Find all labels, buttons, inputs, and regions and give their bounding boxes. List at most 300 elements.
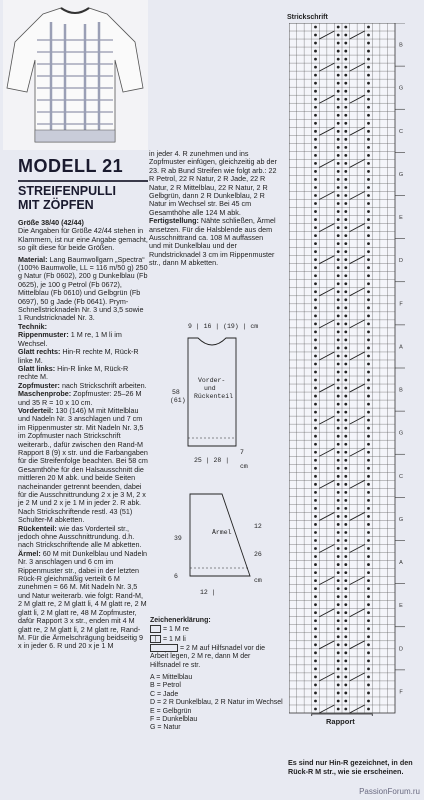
purl-stitch-mark xyxy=(367,507,370,510)
subtitle-line-1: STREIFENPULLI xyxy=(18,184,116,198)
schnitt-a-bottom: 12 | xyxy=(200,589,216,596)
schnitt-bottom: 25 | 28 | xyxy=(194,457,230,464)
purl-stitch-mark xyxy=(337,700,340,703)
model-title: MODELL 21 xyxy=(18,156,124,176)
purl-stitch-mark xyxy=(367,635,370,638)
purl-stitch-mark xyxy=(337,499,340,502)
purl-stitch-mark xyxy=(314,411,317,414)
purl-stitch-mark xyxy=(314,675,317,678)
schnitt-h7: 7 xyxy=(240,449,244,456)
purl-stitch-mark xyxy=(337,50,340,53)
purl-stitch-mark xyxy=(367,547,370,550)
purl-stitch-mark xyxy=(344,66,347,69)
rippen-text: 1 M re, 1 M li im Wechsel. xyxy=(18,330,122,348)
purl-stitch-mark xyxy=(337,306,340,309)
purl-stitch-mark xyxy=(314,515,317,518)
purl-stitch-mark xyxy=(367,90,370,93)
stripe-color-letter: G xyxy=(398,516,404,523)
purl-stitch-mark xyxy=(344,90,347,93)
purl-stitch-mark xyxy=(337,467,340,470)
purl-stitch-mark xyxy=(367,154,370,157)
purl-stitch-mark xyxy=(337,66,340,69)
purl-stitch-mark xyxy=(314,371,317,374)
purl-stitch-mark xyxy=(337,619,340,622)
color-legend-item: B = Petrol xyxy=(150,682,181,690)
purl-stitch-mark xyxy=(314,298,317,301)
purl-stitch-mark xyxy=(367,26,370,29)
purl-stitch-mark xyxy=(344,298,347,301)
stripe-color-letter: E xyxy=(399,603,403,610)
purl-stitch-mark xyxy=(314,395,317,398)
purl-stitch-mark xyxy=(337,675,340,678)
color-legend-item: D = 2 R Dunkelblau, 2 R Natur im Wechsel xyxy=(150,699,283,707)
purl-stitch-mark xyxy=(344,154,347,157)
purl-stitch-mark xyxy=(337,130,340,133)
purl-stitch-mark xyxy=(314,258,317,261)
purl-stitch-mark xyxy=(344,178,347,181)
purl-stitch-mark xyxy=(344,643,347,646)
purl-stitch-mark xyxy=(337,595,340,598)
purl-stitch-mark xyxy=(344,555,347,558)
purl-stitch-mark xyxy=(344,363,347,366)
purl-stitch-mark xyxy=(314,330,317,333)
color-legend-item: F = Dunkelblau xyxy=(150,716,198,723)
purl-stitch-mark xyxy=(337,210,340,213)
purl-stitch-mark xyxy=(337,298,340,301)
purl-stitch-mark xyxy=(337,162,340,165)
purl-stitch-mark xyxy=(337,114,340,117)
purl-stitch-mark xyxy=(337,355,340,358)
purl-stitch-mark xyxy=(367,226,370,229)
purl-stitch-mark xyxy=(314,539,317,542)
purl-stitch-mark xyxy=(367,339,370,342)
purl-stitch-mark xyxy=(344,98,347,101)
purl-stitch-mark xyxy=(344,708,347,711)
rippen-label: Rippenmuster: xyxy=(18,330,69,340)
vorderteil-label: Vorderteil: xyxy=(18,405,54,415)
purl-stitch-mark xyxy=(367,314,370,317)
instructions-column-2 xyxy=(149,150,277,268)
color-legend-item: C = Jade xyxy=(150,690,179,698)
fertig-text: Nähte schließen, Ärmel ansetzen. Für die Halsblende aus dem Ausschnittrand ca. 108 M auffassen und mit Dunkelblau und der Rundstricknadel 3 cm im Rippenmuster str., dann M abketten. xyxy=(149,216,276,268)
purl-stitch-mark xyxy=(337,106,340,109)
purl-stitch-mark xyxy=(337,290,340,293)
purl-stitch-mark xyxy=(344,531,347,534)
purl-stitch-mark xyxy=(367,692,370,695)
purl-stitch-mark xyxy=(337,483,340,486)
purl-stitch-mark xyxy=(314,443,317,446)
purl-stitch-mark xyxy=(314,170,317,173)
zopf-text: nach Strickschrift arbeiten. xyxy=(61,380,147,390)
purl-stitch-mark xyxy=(314,74,317,77)
purl-stitch-mark xyxy=(367,218,370,221)
purl-stitch-mark xyxy=(367,98,370,101)
purl-stitch-mark xyxy=(344,379,347,382)
purl-stitch-mark xyxy=(314,483,317,486)
purl-stitch-mark xyxy=(344,347,347,350)
purl-stitch-mark xyxy=(367,266,370,269)
purl-stitch-mark xyxy=(344,419,347,422)
purl-stitch-mark xyxy=(337,435,340,438)
purl-stitch-mark xyxy=(337,507,340,510)
technik-label: Technik: xyxy=(18,321,48,331)
purl-stitch-mark xyxy=(344,443,347,446)
purl-stitch-mark xyxy=(337,475,340,478)
purl-stitch-mark xyxy=(314,659,317,662)
symbol-legend xyxy=(150,617,283,733)
purl-stitch-mark xyxy=(337,523,340,526)
purl-stitch-mark xyxy=(367,82,370,85)
purl-stitch-mark xyxy=(314,98,317,101)
purl-stitch-mark xyxy=(367,499,370,502)
stripe-color-letter: B xyxy=(399,387,403,394)
purl-stitch-mark xyxy=(367,483,370,486)
purl-stitch-mark xyxy=(314,82,317,85)
legend-knit: = 1 M re xyxy=(163,626,189,634)
stripe-color-letter: F xyxy=(399,689,403,696)
purl-stitch-mark xyxy=(344,258,347,261)
stripe-color-letter: E xyxy=(399,215,403,222)
purl-stitch-mark xyxy=(344,250,347,253)
purl-stitch-mark xyxy=(344,274,347,277)
purl-stitch-mark xyxy=(314,491,317,494)
cable-symbol-icon xyxy=(150,644,178,652)
purl-stitch-mark xyxy=(314,266,317,269)
purl-stitch-mark xyxy=(344,371,347,374)
purl-stitch-mark xyxy=(314,459,317,462)
purl-stitch-mark xyxy=(337,154,340,157)
purl-stitch-mark xyxy=(344,114,347,117)
purl-stitch-mark xyxy=(344,507,347,510)
rueckenteil-label: Rückenteil: xyxy=(18,523,57,533)
purl-stitch-mark xyxy=(344,130,347,133)
purl-stitch-mark xyxy=(367,627,370,630)
vorderteil-text: 130 (146) M mit Mittelblau und Nadeln Nr. 3 anschlagen und 7 cm im Rippenmuster str. Mit Nadeln Nr. 3,5 im Zopfmuster nach Strickschrift weiterarb., dafür zwischen den Rand-M Rapport 8 (9) x str. und die Farbangaben für die Streifenfolge beachten. Bei 58 cm Gesamthöhe für den Halsausschnitt die mittleren 20 M abk. und beide Seiten nacheinander getrennt beenden, dabei für die Ausschnittrundung 2 x je 3 M, 2 x je 2 M und 2 x je 1 M in jeder 2. R abk. Nach Strickschriftende restl. 43 (51) Schulter-M abketten. xyxy=(18,405,148,525)
purl-stitch-mark xyxy=(344,563,347,566)
purl-stitch-mark xyxy=(314,162,317,165)
purl-stitch-mark xyxy=(314,667,317,670)
purl-stitch-mark xyxy=(367,330,370,333)
purl-stitch-mark xyxy=(337,146,340,149)
purl-stitch-mark xyxy=(367,282,370,285)
purl-stitch-mark xyxy=(314,250,317,253)
purl-stitch-mark xyxy=(314,692,317,695)
purl-stitch-mark xyxy=(314,50,317,53)
purl-stitch-mark xyxy=(314,306,317,309)
purl-stitch-mark xyxy=(314,531,317,534)
purl-stitch-mark xyxy=(367,371,370,374)
purl-stitch-mark xyxy=(337,555,340,558)
purl-stitch-mark xyxy=(344,411,347,414)
purl-stitch-mark xyxy=(344,684,347,687)
stripe-color-letter: A xyxy=(399,344,403,351)
purl-stitch-mark xyxy=(367,563,370,566)
purl-stitch-mark xyxy=(344,667,347,670)
purl-stitch-mark xyxy=(344,659,347,662)
purl-stitch-mark xyxy=(344,82,347,85)
purl-stitch-mark xyxy=(314,523,317,526)
schnitt-diagram xyxy=(150,318,284,614)
material-label: Material: xyxy=(18,254,48,264)
stripe-color-letter: C xyxy=(399,128,403,135)
purl-stitch-mark xyxy=(337,643,340,646)
purl-stitch-mark xyxy=(337,234,340,237)
purl-stitch-mark xyxy=(337,547,340,550)
legend-purl: = 1 M li xyxy=(163,635,186,643)
purl-stitch-mark xyxy=(367,659,370,662)
purl-stitch-mark xyxy=(337,451,340,454)
purl-stitch-mark xyxy=(314,274,317,277)
purl-stitch-mark xyxy=(314,154,317,157)
purl-stitch-mark xyxy=(337,411,340,414)
purl-stitch-mark xyxy=(314,507,317,510)
purl-stitch-mark xyxy=(337,242,340,245)
purl-stitch-mark xyxy=(367,579,370,582)
purl-stitch-mark xyxy=(337,34,340,37)
legend-cable: = 2 M auf Hilfsnadel vor die Arbeit legen, 2 M re, dann M der Hilfsnadel re str. xyxy=(150,644,266,669)
stripe-color-letter: B xyxy=(399,42,403,49)
purl-stitch-mark xyxy=(344,355,347,358)
purl-stitch-mark xyxy=(344,387,347,390)
purl-stitch-mark xyxy=(367,475,370,478)
purl-stitch-mark xyxy=(337,218,340,221)
purl-symbol-icon: | xyxy=(150,635,161,643)
purl-stitch-mark xyxy=(314,114,317,117)
purl-stitch-mark xyxy=(337,90,340,93)
purl-stitch-mark xyxy=(344,523,347,526)
model-subtitle xyxy=(18,184,148,212)
purl-stitch-mark xyxy=(367,194,370,197)
purl-stitch-mark xyxy=(314,419,317,422)
purl-stitch-mark xyxy=(367,347,370,350)
purl-stitch-mark xyxy=(367,379,370,382)
stripe-color-letter: D xyxy=(399,258,403,265)
purl-stitch-mark xyxy=(337,491,340,494)
purl-stitch-mark xyxy=(314,106,317,109)
purl-stitch-mark xyxy=(337,659,340,662)
purl-stitch-mark xyxy=(337,539,340,542)
subtitle-line-2: MIT ZÖPFEN xyxy=(18,198,94,212)
purl-stitch-mark xyxy=(367,138,370,141)
purl-stitch-mark xyxy=(367,651,370,654)
purl-stitch-mark xyxy=(337,443,340,446)
footer-watermark: PassionForum.ru xyxy=(359,787,420,796)
purl-stitch-mark xyxy=(314,34,317,37)
color-legend-item: E = Gelbgrün xyxy=(150,707,192,715)
purl-stitch-mark xyxy=(314,651,317,654)
purl-stitch-mark xyxy=(337,627,340,630)
purl-stitch-mark xyxy=(344,627,347,630)
purl-stitch-mark xyxy=(344,619,347,622)
title-divider xyxy=(18,180,148,182)
purl-stitch-mark xyxy=(367,74,370,77)
purl-stitch-mark xyxy=(314,339,317,342)
purl-stitch-mark xyxy=(314,242,317,245)
rueckenteil-text: wie das Vorderteil str., jedoch ohne Ausschnittrundung. d.h. nach Strickschriftende alle M abketten. xyxy=(18,523,142,550)
schnitt-h61: (61) xyxy=(170,397,186,404)
stripe-color-letter: C xyxy=(399,473,403,480)
purl-stitch-mark xyxy=(367,595,370,598)
purl-stitch-mark xyxy=(337,603,340,606)
purl-stitch-mark xyxy=(337,74,340,77)
purl-stitch-mark xyxy=(337,692,340,695)
maschenprobe-text: Zopfmuster: 25–26 M und 35 R = 10 x 10 cm. xyxy=(18,389,142,407)
purl-stitch-mark xyxy=(337,387,340,390)
purl-stitch-mark xyxy=(314,90,317,93)
purl-stitch-mark xyxy=(344,330,347,333)
purl-stitch-mark xyxy=(344,74,347,77)
purl-stitch-mark xyxy=(344,242,347,245)
purl-stitch-mark xyxy=(314,595,317,598)
purl-stitch-mark xyxy=(344,162,347,165)
purl-stitch-mark xyxy=(337,266,340,269)
purl-stitch-mark xyxy=(337,611,340,614)
stripe-color-letter: D xyxy=(399,646,403,653)
purl-stitch-mark xyxy=(367,611,370,614)
purl-stitch-mark xyxy=(337,258,340,261)
purl-stitch-mark xyxy=(344,427,347,430)
purl-stitch-mark xyxy=(344,475,347,478)
legend-title: Zeichenerklärung: xyxy=(150,617,211,624)
purl-stitch-mark xyxy=(314,451,317,454)
purl-stitch-mark xyxy=(337,178,340,181)
schnitt-aermel: Ärmel xyxy=(212,529,232,536)
purl-stitch-mark xyxy=(344,170,347,173)
purl-stitch-mark xyxy=(344,700,347,703)
purl-stitch-mark xyxy=(367,708,370,711)
purl-stitch-mark xyxy=(314,210,317,213)
purl-stitch-mark xyxy=(337,363,340,366)
purl-stitch-mark xyxy=(344,539,347,542)
purl-stitch-mark xyxy=(344,58,347,61)
purl-stitch-mark xyxy=(367,274,370,277)
purl-stitch-mark xyxy=(367,122,370,125)
purl-stitch-mark xyxy=(314,202,317,205)
purl-stitch-mark xyxy=(314,427,317,430)
purl-stitch-mark xyxy=(314,234,317,237)
purl-stitch-mark xyxy=(367,202,370,205)
purl-stitch-mark xyxy=(344,194,347,197)
purl-stitch-mark xyxy=(314,587,317,590)
schnitt-bottom-cm: cm xyxy=(240,463,248,470)
purl-stitch-mark xyxy=(337,274,340,277)
purl-stitch-mark xyxy=(344,106,347,109)
glatt-links-label: Glatt links: xyxy=(18,363,56,373)
purl-stitch-mark xyxy=(367,186,370,189)
purl-stitch-mark xyxy=(344,146,347,149)
purl-stitch-mark xyxy=(367,459,370,462)
color-legend-list xyxy=(150,674,283,733)
zopf-label: Zopfmuster: xyxy=(18,380,60,390)
purl-stitch-mark xyxy=(344,451,347,454)
purl-stitch-mark xyxy=(367,234,370,237)
knit-symbol-icon xyxy=(150,625,161,633)
color-legend-item: A = Mittelblau xyxy=(150,673,193,681)
purl-stitch-mark xyxy=(344,579,347,582)
stripe-color-letter: G xyxy=(398,430,404,437)
rapport-label: Rapport xyxy=(326,717,355,726)
purl-stitch-mark xyxy=(367,451,370,454)
purl-stitch-mark xyxy=(337,579,340,582)
purl-stitch-mark xyxy=(344,467,347,470)
purl-stitch-mark xyxy=(344,515,347,518)
purl-stitch-mark xyxy=(367,619,370,622)
purl-stitch-mark xyxy=(367,395,370,398)
groesse-text: Die Angaben für Größe 42/44 stehen in Klammern, ist nur eine Angabe gemacht, so gilt diese für beide Größen. xyxy=(18,226,148,253)
purl-stitch-mark xyxy=(337,427,340,430)
purl-stitch-mark xyxy=(367,250,370,253)
purl-stitch-mark xyxy=(344,122,347,125)
purl-stitch-mark xyxy=(344,491,347,494)
purl-stitch-mark xyxy=(367,170,370,173)
purl-stitch-mark xyxy=(337,250,340,253)
body-pattern-shape xyxy=(188,338,236,446)
aermel-label: Ärmel: xyxy=(18,548,41,558)
aermel-text: 60 M mit Dunkelblau und Nadeln Nr. 3 anschlagen und 6 cm im Rippenmuster str., dabei in der letzten Rück-R gleichmäßig verteilt 6 M zunehmen = 66 M. Mit Nadeln Nr. 3,5 und Natur weiterarb. wie folgt: Rand-M, 2 M glatt re, 2 M glatt li, 4 M glatt re, 2 M glatt li, 2 M glatt re, 48 M Zopfmuster, dafür Rapport 3 x str., enden mit 4 M glatt re, 2 M glatt li, 2 M glatt re, Rand-M. Für die Ärmelschrägung beidseitig 9 x in jeder 6. R und 20 x je 1 M xyxy=(18,548,148,651)
purl-stitch-mark xyxy=(367,571,370,574)
purl-stitch-mark xyxy=(337,651,340,654)
purl-stitch-mark xyxy=(314,435,317,438)
purl-stitch-mark xyxy=(367,515,370,518)
purl-stitch-mark xyxy=(337,170,340,173)
schnitt-a-bottom-cm: cm xyxy=(254,577,262,584)
purl-stitch-mark xyxy=(344,595,347,598)
purl-stitch-mark xyxy=(337,330,340,333)
purl-stitch-mark xyxy=(314,347,317,350)
purl-stitch-mark xyxy=(314,282,317,285)
fertig-label: Fertigstellung: xyxy=(149,216,199,226)
purl-stitch-mark xyxy=(314,66,317,69)
purl-stitch-mark xyxy=(367,258,370,261)
purl-stitch-mark xyxy=(367,675,370,678)
purl-stitch-mark xyxy=(367,178,370,181)
purl-stitch-mark xyxy=(337,571,340,574)
purl-stitch-mark xyxy=(344,675,347,678)
stripe-color-letter: A xyxy=(399,560,403,567)
purl-stitch-mark xyxy=(367,322,370,325)
purl-stitch-mark xyxy=(367,443,370,446)
purl-stitch-mark xyxy=(314,146,317,149)
purl-stitch-mark xyxy=(367,146,370,149)
purl-stitch-mark xyxy=(337,314,340,317)
purl-stitch-mark xyxy=(344,483,347,486)
purl-stitch-mark xyxy=(344,226,347,229)
purl-stitch-mark xyxy=(337,26,340,29)
schnitt-h58: 58 xyxy=(172,389,180,396)
purl-stitch-mark xyxy=(367,419,370,422)
purl-stitch-mark xyxy=(314,708,317,711)
stripe-color-letter: G xyxy=(398,85,404,92)
purl-stitch-mark xyxy=(314,58,317,61)
purl-stitch-mark xyxy=(344,603,347,606)
purl-stitch-mark xyxy=(337,684,340,687)
purl-stitch-mark xyxy=(344,282,347,285)
purl-stitch-mark xyxy=(314,355,317,358)
purl-stitch-mark xyxy=(367,539,370,542)
rapport-bracket xyxy=(312,714,373,716)
purl-stitch-mark xyxy=(344,34,347,37)
purl-stitch-mark xyxy=(367,210,370,213)
purl-stitch-mark xyxy=(344,50,347,53)
purl-stitch-mark xyxy=(337,82,340,85)
chart-note: Es sind nur Hin-R gezeichnet, in den Rück-R M str., wie sie erscheinen. xyxy=(288,758,413,776)
purl-stitch-mark xyxy=(314,178,317,181)
purl-stitch-mark xyxy=(344,587,347,590)
purl-stitch-mark xyxy=(367,298,370,301)
purl-stitch-mark xyxy=(344,290,347,293)
purl-stitch-mark xyxy=(344,499,347,502)
purl-stitch-mark xyxy=(314,194,317,197)
